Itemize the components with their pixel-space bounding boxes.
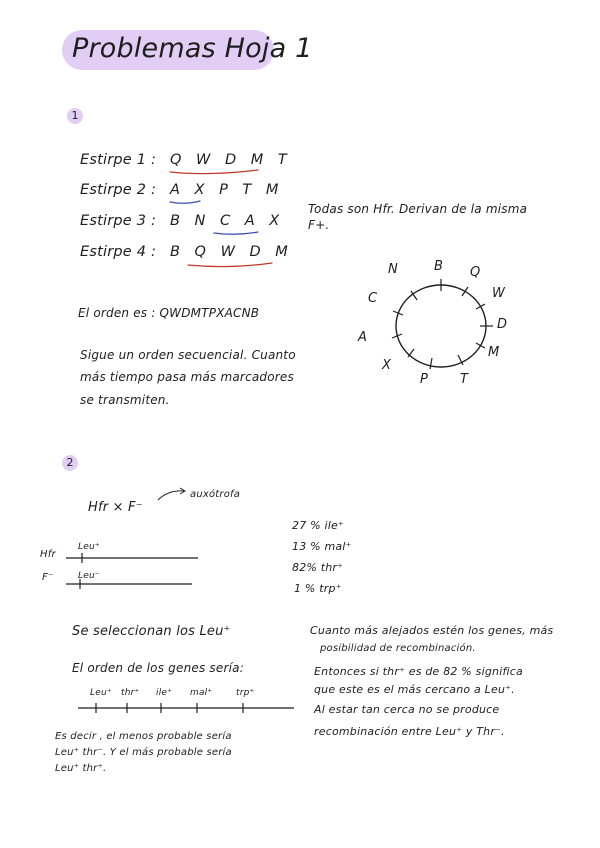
- circle-label-c: C: [368, 291, 378, 306]
- strain-1-sequence: Q W D M T: [170, 152, 292, 168]
- bottom-note-2: Leu⁺ thr⁻. Y el más probable sería: [55, 747, 232, 758]
- selected-text: Se seleccionan los Leu⁺: [72, 624, 231, 639]
- leu-minus-label: Leu⁻: [78, 571, 100, 581]
- right-note-3: Entonces si thr⁺ es de 82 % significa: [314, 665, 523, 678]
- gene-order-trp: trp⁺: [236, 688, 255, 698]
- strain-2-label: Estirpe 2 :: [80, 182, 157, 198]
- strain-4-sequence: B Q W D M: [170, 244, 293, 260]
- gene-order-thr: thr⁺: [121, 688, 140, 698]
- circle-label-m: M: [488, 345, 500, 360]
- circle-label-a: A: [358, 330, 368, 345]
- note-line-1: Todas son Hfr. Derivan de la misma: [308, 202, 528, 216]
- gene-order-leu: Leu⁺: [90, 688, 112, 698]
- freq-trp: 1 % trp⁺: [294, 582, 342, 595]
- gene-order-ile: ile⁺: [156, 688, 173, 698]
- cross-text: Hfr × F⁻: [88, 500, 143, 515]
- strain-4-label: Estirpe 4 :: [80, 244, 157, 260]
- conclusion-line-3: se transmiten.: [80, 393, 170, 407]
- chromosome-ticks: [392, 279, 493, 369]
- page-title: Problemas Hoja 1: [72, 33, 313, 64]
- circle-label-x: X: [382, 358, 392, 373]
- strain-1-underline: [170, 170, 258, 174]
- strain-1-label: Estirpe 1 :: [80, 152, 157, 168]
- right-note-2: posibilidad de recombinación.: [320, 643, 476, 654]
- gene-order-mal: mal⁺: [190, 688, 213, 698]
- bottom-note-1: Es decir , el menos probable sería: [55, 731, 232, 742]
- circle-label-p: P: [420, 372, 429, 387]
- strain-2-sequence: A X P T M: [170, 182, 284, 198]
- conclusion-line-2: más tiempo pasa más marcadores: [80, 370, 294, 384]
- freq-mal: 13 % mal⁺: [292, 540, 352, 553]
- strain-3-label: Estirpe 3 :: [80, 213, 157, 229]
- right-note-6: recombinación entre Leu⁺ y Thr⁻.: [314, 725, 505, 738]
- fminus-label: F⁻: [42, 572, 54, 583]
- strain-3-sequence: B N C A X: [170, 213, 285, 229]
- circle-label-n: N: [388, 262, 398, 277]
- conclusion-line-1: Sigue un orden secuencial. Cuanto: [80, 348, 296, 362]
- strain-4-underline: [188, 263, 272, 267]
- auxotroph-arrow: [158, 491, 184, 500]
- strain-2-underline: [170, 201, 200, 203]
- note-line-2: F+.: [308, 218, 330, 232]
- right-note-4: que este es el más cercano a Leu⁺.: [314, 683, 515, 696]
- freq-ile: 27 % ile⁺: [292, 519, 344, 532]
- problem-2-number: 2: [62, 455, 78, 471]
- auxotroph-label: auxótrofa: [190, 489, 241, 500]
- order-text: El orden es : QWDMTPXACNB: [78, 306, 260, 320]
- freq-thr: 82% thr⁺: [292, 561, 344, 574]
- circle-label-d: D: [497, 317, 508, 332]
- circle-label-w: W: [492, 286, 506, 301]
- hfr-label: Hfr: [40, 549, 56, 560]
- circle-label-t: T: [460, 372, 469, 387]
- circle-label-b: B: [434, 259, 444, 274]
- right-note-5: Al estar tan cerca no se produce: [314, 703, 500, 716]
- leu-plus-label: Leu⁺: [78, 542, 100, 552]
- gene-order-title: El orden de los genes sería:: [72, 661, 244, 675]
- strain-3-underline: [214, 232, 258, 234]
- circle-label-q: Q: [470, 265, 481, 280]
- bottom-note-3: Leu⁺ thr⁺.: [55, 763, 107, 774]
- problem-1-number: 1: [67, 108, 83, 124]
- right-note-1: Cuanto más alejados estén los genes, más: [310, 624, 554, 637]
